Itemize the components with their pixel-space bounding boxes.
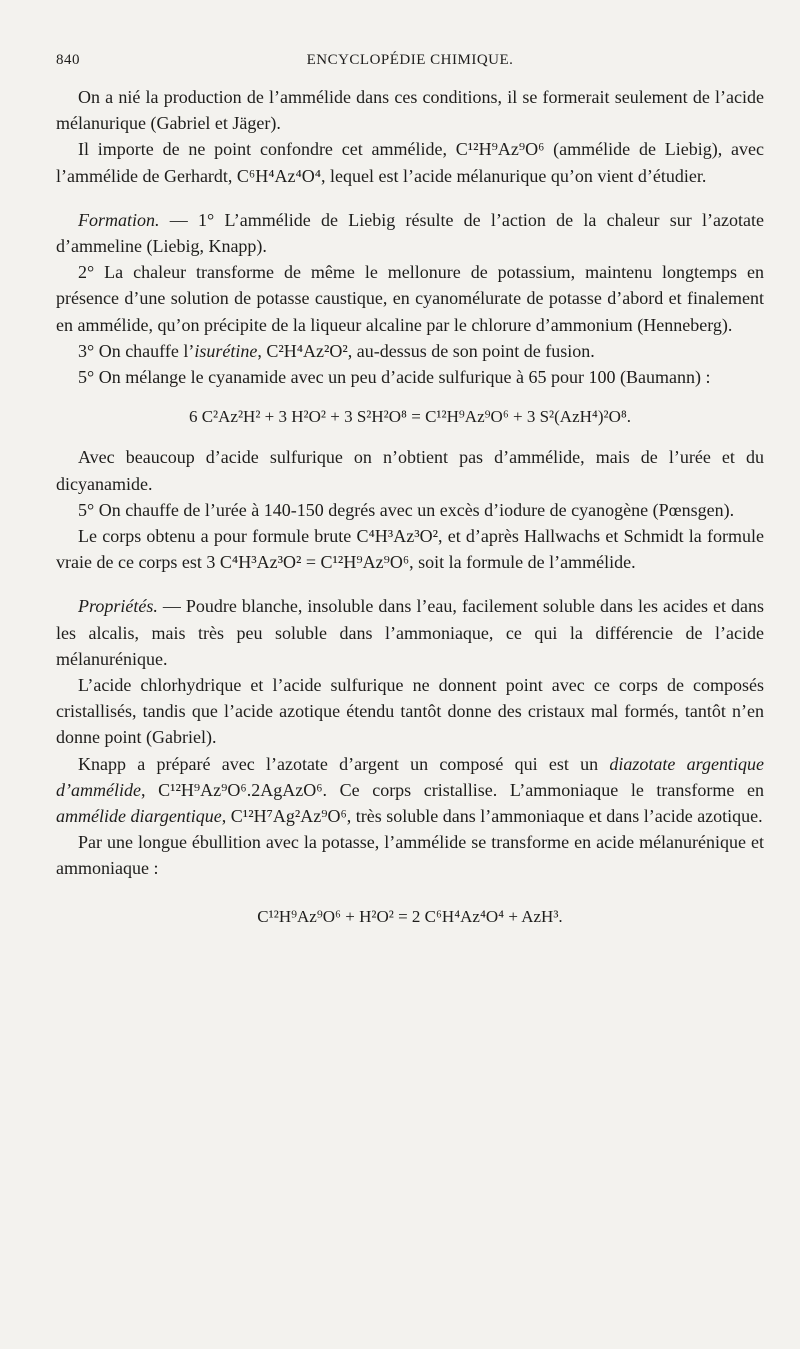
paragraph: 2° La chaleur transforme de même le mellonure de potassium, maintenu longtemps en présence d’une solution de potasse caustique, en cyanomélurate de potasse d’abord et finalement en ammélide, qu’on précipite de la liqueur alcaline par le chlorure d’ammonium (Henneberg). — [56, 262, 764, 335]
page-number: 840 — [56, 52, 80, 68]
equation: C¹²H⁹Az⁹O⁶ + H²O² = 2 C⁶H⁴Az⁴O⁴ + AzH³. — [257, 906, 563, 926]
paragraph: L’acide chlorhydrique et l’acide sulfurique ne donnent point avec ce corps de composés cristallisés, tandis que l’acide azotique étendu tantôt donne des cristaux mal formés, tantôt n’en donne point (Gabriel). — [56, 675, 764, 748]
formation-paragraph — [56, 207, 764, 259]
running-title: ENCYCLOPÉDIE CHIMIQUE. — [306, 52, 514, 68]
paragraph: On a nié la production de l’ammélide dans ces conditions, il se formerait seulement de l’acide mélanurique (Gabriel et Jäger). — [56, 87, 764, 134]
emphasis-term: isurétine — [194, 340, 258, 361]
equation: 6 C²Az²H² + 3 H²O² + 3 S²H²O⁸ = C¹²H⁹Az⁹O⁶ + 3 S²(AzH⁴)²O⁸. — [188, 407, 632, 427]
section-heading-formation: Formation. — [78, 209, 160, 230]
paragraph — [56, 751, 764, 830]
paragraph: 5° On mélange le cyanamide avec un peu d’acide sulfurique à 65 pour 100 (Baumann) : — [78, 367, 711, 388]
paragraph-text: , C²H⁴Az²O², au-dessus de son point de fusion. — [257, 340, 595, 361]
emphasis-term: ammélide diargentique — [56, 806, 222, 827]
paragraph-text: — 1° L’ammélide de Liebig résulte de l’action de la chaleur sur l’azotate d’ammeline (Liebig, Knapp). — [56, 209, 764, 257]
paragraph: Avec beaucoup d’acide sulfurique on n’obtient pas d’ammélide, mais de l’urée et du dicyanamide. — [56, 447, 764, 494]
paragraph-text: — Poudre blanche, insoluble dans l’eau, facilement soluble dans les acides et dans les alcalis, mais très peu soluble dans l’ammoniaque, ce qui la différencie de l’acide mélanurénique. — [56, 596, 764, 669]
paragraph-text: 3° On chauffe l’ — [78, 340, 195, 361]
page-header — [56, 52, 764, 74]
paragraph: 5° On chauffe de l’urée à 140-150 degrés avec un excès d’iodure de cyanogène (Pœnsgen). — [78, 499, 735, 520]
section-heading-proprietes: Propriétés. — [78, 596, 158, 617]
proprietes-paragraph — [56, 593, 764, 672]
paragraph-text: , C¹²H⁹Az⁹O⁶.2AgAzO⁶. Ce corps cristallise. L’ammoniaque le transforme en — [140, 779, 764, 800]
body-text — [56, 84, 764, 944]
paragraph: Par une longue ébullition avec la potasse, l’ammélide se transforme en acide mélanurénique et ammoniaque : — [56, 832, 764, 879]
paragraph-text: , C¹²H⁷Ag²Az⁹O⁶, très soluble dans l’ammoniaque et dans l’acide azotique. — [221, 806, 763, 827]
paragraph-text: Knapp a préparé avec l’azotate d’argent un composé qui est un — [78, 753, 610, 774]
emphasis-term: diazotate argentique d’ammélide — [56, 753, 764, 800]
paragraph — [56, 338, 764, 364]
paragraph: Le corps obtenu a pour formule brute C⁴H³Az³O², et d’après Hallwachs et Schmidt la formule vraie de ce corps est 3 C⁴H³Az³O² = C¹²H⁹Az⁹O⁶, soit la formule de l’ammélide. — [56, 526, 764, 573]
paragraph: Il importe de ne point confondre cet ammélide, C¹²H⁹Az⁹O⁶ (ammélide de Liebig), avec l’ammélide de Gerhardt, C⁶H⁴Az⁴O⁴, lequel est l’acide mélanurique qu’on vient d’étudier. — [56, 139, 764, 186]
